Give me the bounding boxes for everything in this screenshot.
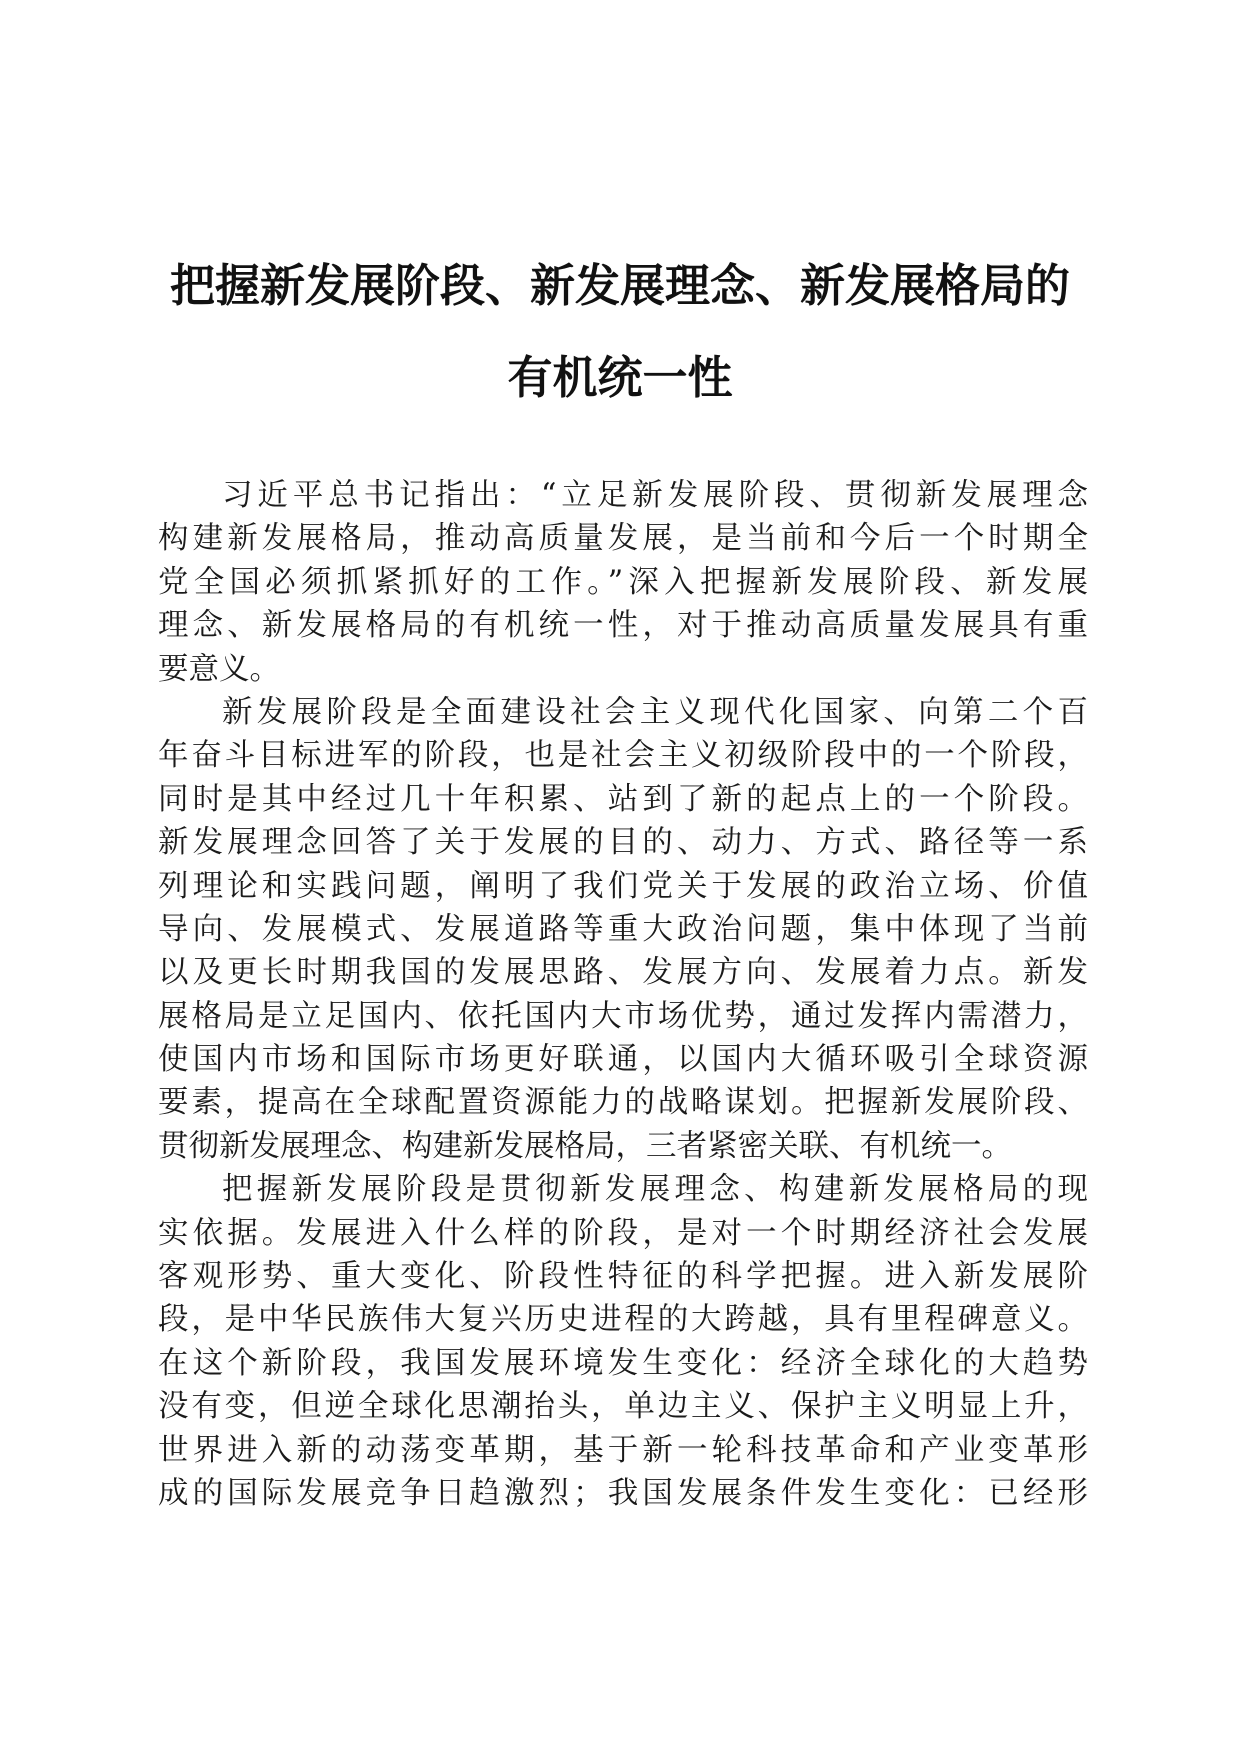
paragraph-line: 列理论和实践问题，阐明了我们党关于发展的政治立场、价值 — [158, 868, 1088, 904]
paragraph-line: 理念、新发展格局的有机统一性，对于推动高质量发展具有重 — [158, 608, 1088, 644]
paragraph-line: 构建新发展格局，推动高质量发展，是当前和今后一个时期全 — [158, 521, 1088, 557]
paragraph-line: 新发展理念回答了关于发展的目的、动力、方式、路径等一系 — [158, 825, 1088, 861]
paragraph-line: 年奋斗目标进军的阶段，也是社会主义初级阶段中的一个阶段， — [158, 738, 1088, 774]
document-title-line-1: 把握新发展阶段、新发展理念、新发展格局的 — [169, 259, 1070, 312]
paragraph-line: 实依据。发展进入什么样的阶段，是对一个时期经济社会发展 — [158, 1215, 1088, 1251]
paragraph-line: 要意义。 — [158, 651, 280, 687]
paragraph-line: 世界进入新的动荡变革期，基于新一轮科技革命和产业变革形 — [158, 1432, 1088, 1468]
paragraph-line: 习近平总书记指出：“立足新发展阶段、贯彻新发展理念 — [222, 478, 1088, 513]
paragraph-line: 段，是中华民族伟大复兴历史进程的大跨越，具有里程碑意义。 — [158, 1302, 1088, 1338]
paragraph-line: 在这个新阶段，我国发展环境发生变化：经济全球化的大趋势 — [158, 1345, 1088, 1381]
document-title-line-2: 有机统一性 — [507, 351, 733, 404]
document-body — [158, 474, 1088, 1515]
paragraph-line: 使国内市场和国际市场更好联通，以国内大循环吸引全球资源 — [158, 1042, 1088, 1078]
paragraph-line: 要素，提高在全球配置资源能力的战略谋划。把握新发展阶段、 — [158, 1085, 1088, 1121]
paragraph-2 — [158, 691, 1088, 1168]
paragraph-line: 导向、发展模式、发展道路等重大政治问题，集中体现了当前 — [158, 911, 1088, 947]
paragraph-line: 把握新发展阶段是贯彻新发展理念、构建新发展格局的现 — [222, 1172, 1088, 1208]
paragraph-line: 贯彻新发展理念、构建新发展格局，三者紧密关联、有机统一。 — [158, 1128, 1012, 1164]
paragraph-line: 成的国际发展竞争日趋激烈；我国发展条件发生变化：已经形 — [158, 1475, 1088, 1511]
paragraph-1 — [158, 474, 1088, 691]
paragraph-3 — [158, 1168, 1088, 1515]
paragraph-line: 没有变，但逆全球化思潮抬头，单边主义、保护主义明显上升， — [158, 1389, 1088, 1425]
paragraph-line: 以及更长时期我国的发展思路、发展方向、发展着力点。新发 — [158, 955, 1088, 991]
paragraph-line: 新发展阶段是全面建设社会主义现代化国家、向第二个百 — [222, 694, 1088, 730]
paragraph-line: 同时是其中经过几十年积累、站到了新的起点上的一个阶段。 — [158, 781, 1088, 817]
paragraph-line: 客观形势、重大变化、阶段性特征的科学把握。进入新发展阶 — [158, 1259, 1088, 1295]
paragraph-line: 党全国必须抓紧抓好的工作。”深入把握新发展阶段、新发展 — [158, 564, 1088, 600]
paragraph-line: 展格局是立足国内、依托国内大市场优势，通过发挥内需潜力， — [158, 998, 1088, 1034]
